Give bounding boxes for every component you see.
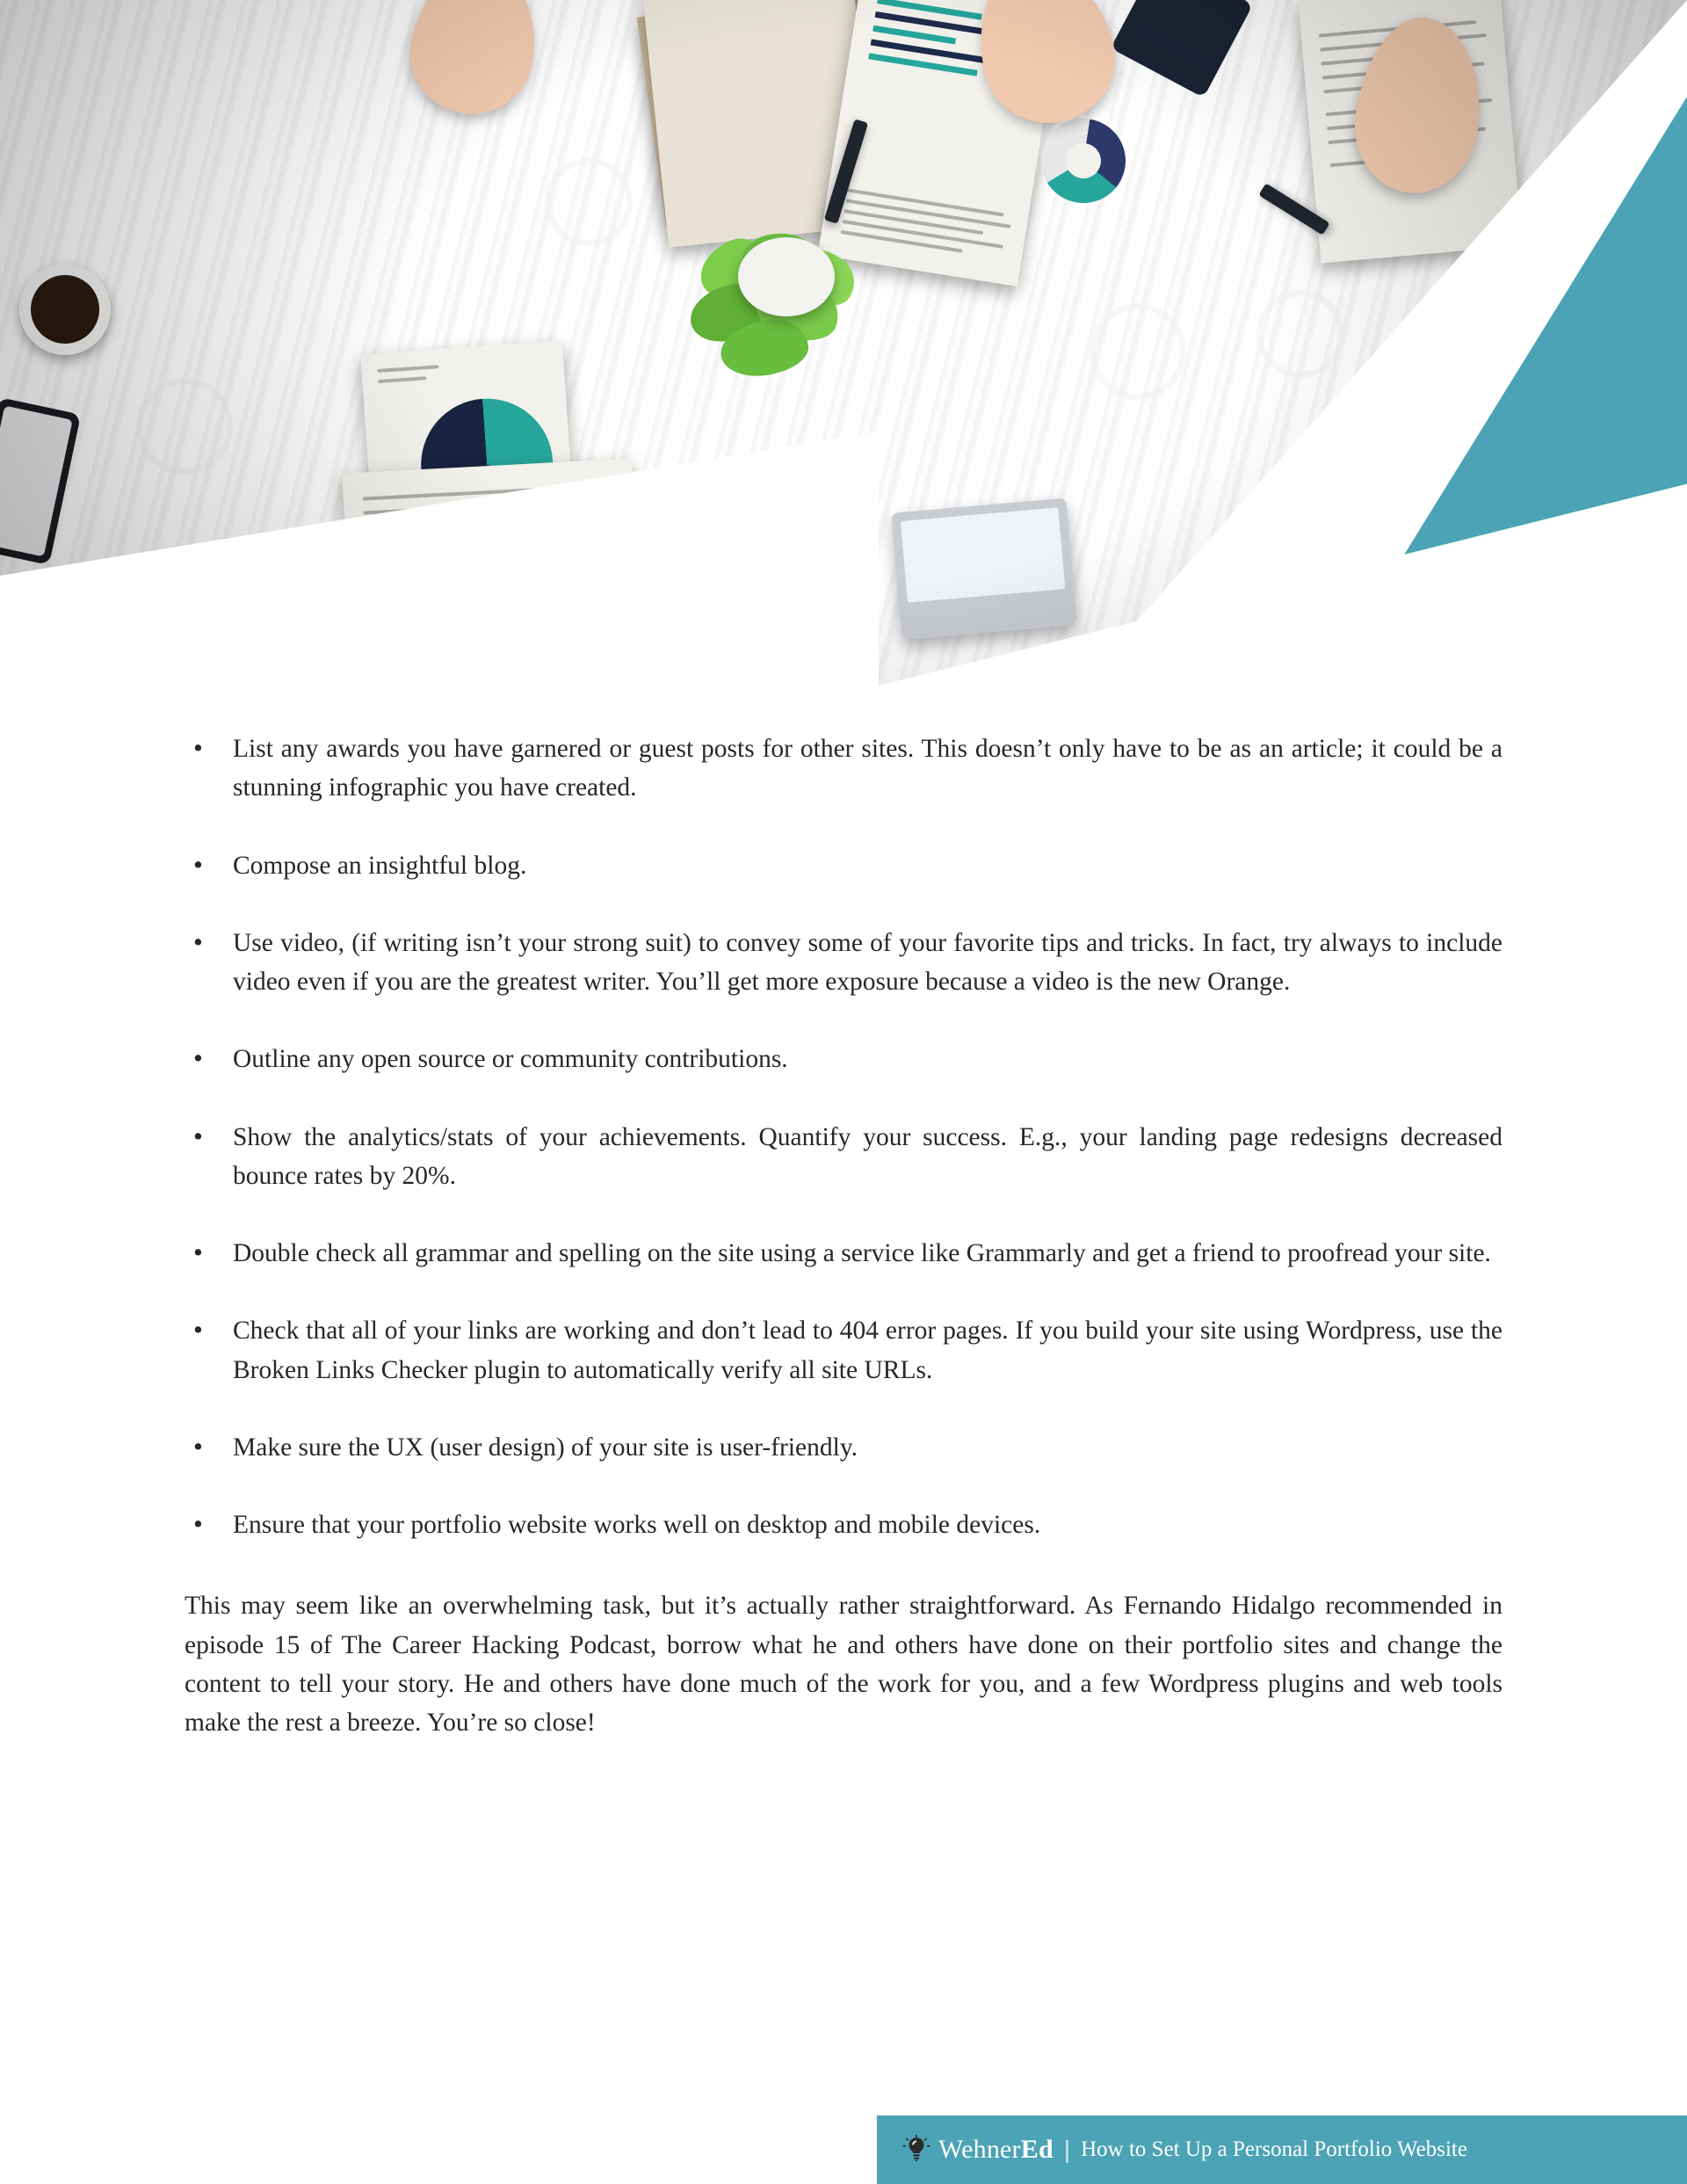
brand-name (938, 2135, 1053, 2165)
list-item: • Check that all of your links are working and don’t lead to 404 error pages. If you build your site using Wordpress, use the Broken Links Checker plugin to automatically verify all site URLs. (185, 1311, 1502, 1389)
document-body (0, 729, 1687, 1768)
list-item: • Double check all grammar and spelling on the site using a service like Grammarly and get a friend to proofread your site. (185, 1234, 1502, 1273)
footer-divider: | (1063, 2136, 1071, 2163)
brand-name-light: Wehner (938, 2135, 1021, 2164)
footer-bar (877, 2115, 1687, 2184)
closing-paragraph: This may seem like an overwhelming task, but it’s actually rather straightforward. As Fernando Hidalgo recommended in episode 15 of The Career Hacking Podcast, borrow what he and others have done on their portfolio sites and change the content to tell your story. He and others have done much of the work for you, and a few Wordpress plugins and web tools make the rest a breeze. You’re so close! (185, 1592, 1502, 1737)
list-item: • Show the analytics/stats of your achievements. Quantify your success. E.g., your landing page redesigns decreased bounce rates by 20%. (185, 1118, 1502, 1196)
list-item: • Use video, (if writing isn’t your strong suit) to convey some of your favorite tips and tricks. In fact, try always to include video even if you are the greatest writer. You’ll get more exposure because a video is the new Orange. (185, 924, 1502, 1002)
list-item: • Ensure that your portfolio website works well on desktop and mobile devices. (185, 1506, 1502, 1544)
brand-name-bold: Ed (1020, 2135, 1053, 2164)
list-item: • Make sure the UX (user design) of your site is user-friendly. (185, 1428, 1502, 1467)
checklist (185, 729, 1502, 1544)
lightbulb-icon (901, 2135, 931, 2165)
list-item: • Outline any open source or community contributions. (185, 1040, 1502, 1078)
page-footer (0, 2115, 1687, 2184)
footer-document-title: How to Set Up a Personal Portfolio Website (1081, 2137, 1467, 2161)
list-item: • List any awards you have garnered or guest posts for other sites. This doesn’t only have to be as an article; it could be a stunning infographic you have created. (185, 729, 1502, 808)
list-item: • Compose an insightful blog. (185, 846, 1502, 885)
hero-banner (0, 0, 1687, 729)
